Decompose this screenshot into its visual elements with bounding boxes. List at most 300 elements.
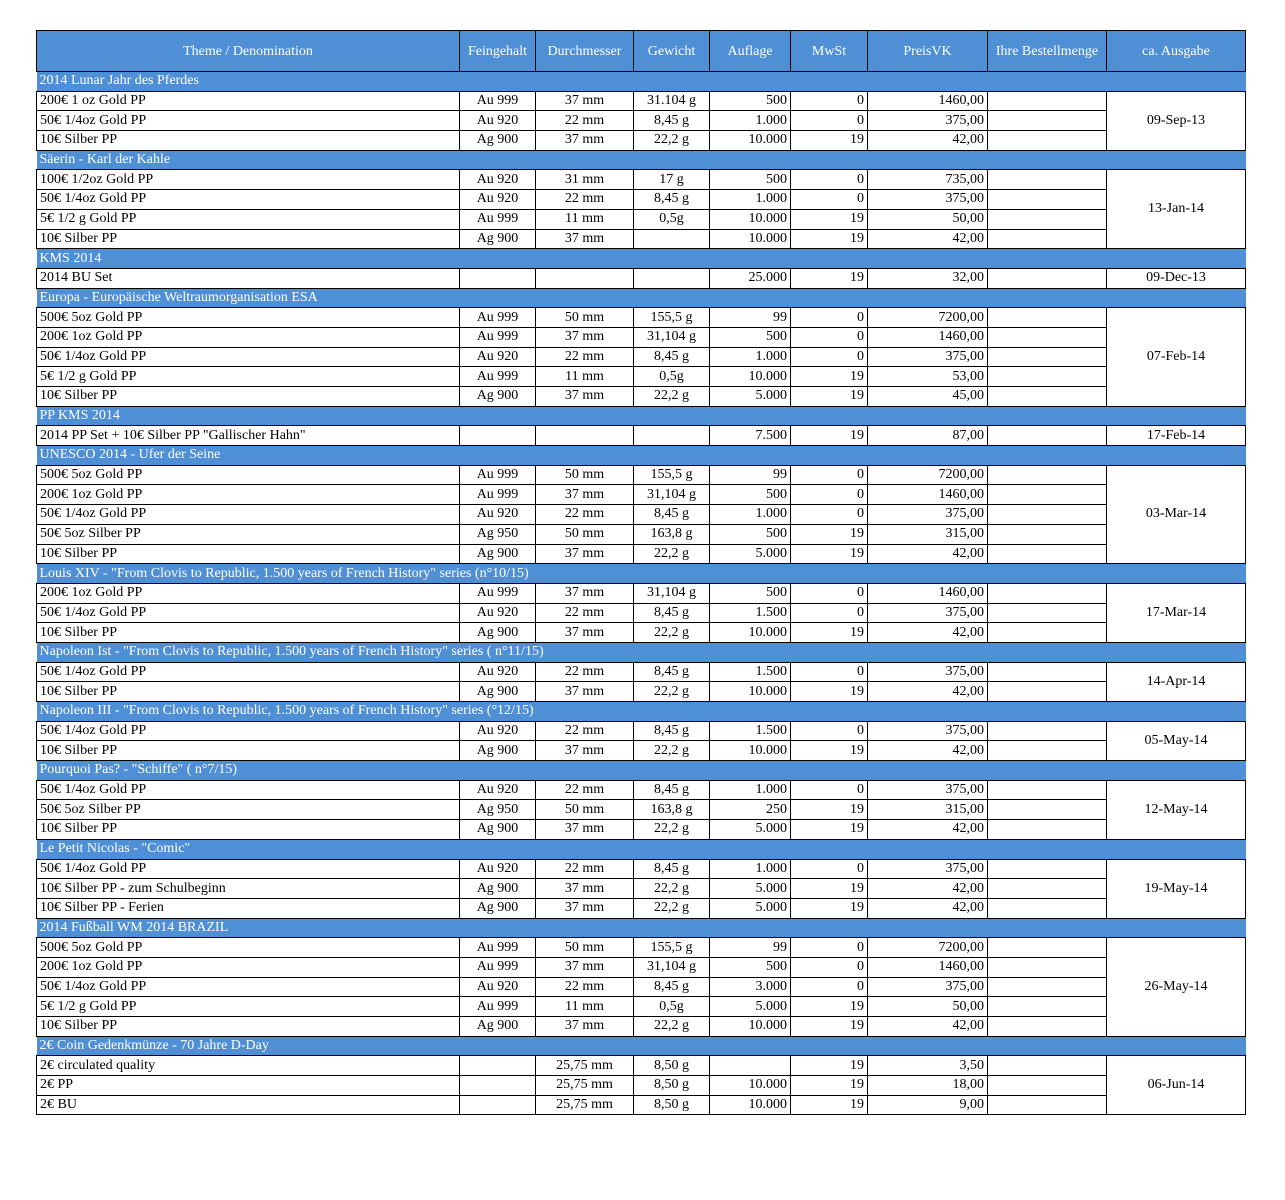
auflage-cell: 10.000 [710, 131, 791, 151]
preis-cell: 45,00 [868, 387, 988, 407]
durchmesser-cell: 50 mm [536, 524, 634, 544]
section-header-row [37, 446, 1246, 466]
bestellmenge-cell[interactable] [988, 662, 1107, 682]
table-row [37, 544, 1246, 564]
table-row [37, 741, 1246, 761]
price-list-body [37, 72, 1246, 1115]
auflage-cell: 5.000 [710, 997, 791, 1017]
bestellmenge-cell[interactable] [988, 229, 1107, 249]
durchmesser-cell: 37 mm [536, 682, 634, 702]
denomination-cell: 2014 BU Set [37, 268, 460, 288]
feingehalt-cell [460, 268, 536, 288]
feingehalt-cell: Ag 900 [460, 898, 536, 918]
table-row [37, 603, 1246, 623]
auflage-cell: 10.000 [710, 623, 791, 643]
preis-cell: 42,00 [868, 682, 988, 702]
feingehalt-cell: Ag 900 [460, 879, 536, 899]
denomination-cell: 10€ Silber PP [37, 820, 460, 840]
auflage-cell: 7.500 [710, 426, 791, 446]
denomination-cell: 500€ 5oz Gold PP [37, 938, 460, 958]
bestellmenge-cell[interactable] [988, 898, 1107, 918]
denomination-cell: 200€ 1oz Gold PP [37, 957, 460, 977]
gewicht-cell: 22,2 g [634, 682, 710, 702]
gewicht-cell: 8,45 g [634, 505, 710, 525]
bestellmenge-cell[interactable] [988, 1017, 1107, 1037]
auflage-cell: 10.000 [710, 682, 791, 702]
auflage-cell: 250 [710, 800, 791, 820]
gewicht-cell: 22,2 g [634, 387, 710, 407]
mwst-cell: 0 [791, 327, 868, 347]
feingehalt-cell: Au 920 [460, 111, 536, 131]
bestellmenge-cell[interactable] [988, 583, 1107, 603]
durchmesser-cell: 22 mm [536, 190, 634, 210]
preis-cell: 375,00 [868, 111, 988, 131]
gewicht-cell: 22,2 g [634, 623, 710, 643]
durchmesser-cell: 11 mm [536, 997, 634, 1017]
gewicht-cell [634, 268, 710, 288]
gewicht-cell: 0,5g [634, 997, 710, 1017]
mwst-cell: 0 [791, 190, 868, 210]
denomination-cell: 200€ 1oz Gold PP [37, 485, 460, 505]
auflage-cell: 1.000 [710, 859, 791, 879]
table-row [37, 1017, 1246, 1037]
mwst-cell: 19 [791, 524, 868, 544]
feingehalt-cell: Au 920 [460, 505, 536, 525]
gewicht-cell: 8,45 g [634, 859, 710, 879]
section-title: Säerin - Karl der Kahle [37, 150, 1246, 170]
table-row [37, 209, 1246, 229]
table-row [37, 327, 1246, 347]
durchmesser-cell: 37 mm [536, 387, 634, 407]
release-date-cell: 06-Jun-14 [1107, 1056, 1246, 1115]
preis-cell: 42,00 [868, 741, 988, 761]
gewicht-cell: 31.104 g [634, 91, 710, 111]
preis-cell: 42,00 [868, 820, 988, 840]
release-date-cell: 13-Jan-14 [1107, 170, 1246, 249]
auflage-cell: 5.000 [710, 879, 791, 899]
feingehalt-cell: Au 999 [460, 465, 536, 485]
section-title: KMS 2014 [37, 249, 1246, 269]
bestellmenge-cell[interactable] [988, 268, 1107, 288]
durchmesser-cell: 37 mm [536, 957, 634, 977]
bestellmenge-cell[interactable] [988, 820, 1107, 840]
gewicht-cell: 8,50 g [634, 1095, 710, 1115]
bestellmenge-cell[interactable] [988, 997, 1107, 1017]
header-auflage: Auflage [710, 31, 791, 72]
denomination-cell: 50€ 1/4oz Gold PP [37, 859, 460, 879]
bestellmenge-cell[interactable] [988, 780, 1107, 800]
feingehalt-cell: Au 999 [460, 997, 536, 1017]
table-row [37, 938, 1246, 958]
denomination-cell: 50€ 5oz Silber PP [37, 524, 460, 544]
gewicht-cell: 8,45 g [634, 603, 710, 623]
durchmesser-cell: 37 mm [536, 1017, 634, 1037]
denomination-cell: 500€ 5oz Gold PP [37, 308, 460, 328]
preis-cell: 375,00 [868, 505, 988, 525]
mwst-cell: 19 [791, 1017, 868, 1037]
bestellmenge-cell[interactable] [988, 367, 1107, 387]
bestellmenge-cell[interactable] [988, 544, 1107, 564]
table-row [37, 524, 1246, 544]
bestellmenge-cell[interactable] [988, 1056, 1107, 1076]
auflage-cell: 5.000 [710, 544, 791, 564]
bestellmenge-cell[interactable] [988, 741, 1107, 761]
durchmesser-cell: 50 mm [536, 308, 634, 328]
gewicht-cell: 22,2 g [634, 131, 710, 151]
mwst-cell: 0 [791, 91, 868, 111]
bestellmenge-cell[interactable] [988, 1095, 1107, 1115]
gewicht-cell: 22,2 g [634, 879, 710, 899]
denomination-cell: 5€ 1/2 g Gold PP [37, 997, 460, 1017]
durchmesser-cell: 37 mm [536, 898, 634, 918]
auflage-cell: 10.000 [710, 741, 791, 761]
preis-cell: 42,00 [868, 131, 988, 151]
denomination-cell: 50€ 1/4oz Gold PP [37, 603, 460, 623]
durchmesser-cell: 25,75 mm [536, 1076, 634, 1096]
denomination-cell: 5€ 1/2 g Gold PP [37, 367, 460, 387]
preis-cell: 375,00 [868, 859, 988, 879]
feingehalt-cell: Au 999 [460, 938, 536, 958]
table-row [37, 426, 1246, 446]
table-row [37, 170, 1246, 190]
durchmesser-cell: 37 mm [536, 583, 634, 603]
auflage-cell: 10.000 [710, 209, 791, 229]
bestellmenge-cell[interactable] [988, 977, 1107, 997]
denomination-cell: 200€ 1oz Gold PP [37, 583, 460, 603]
auflage-cell: 1.000 [710, 347, 791, 367]
preis-cell: 315,00 [868, 524, 988, 544]
preis-cell: 42,00 [868, 879, 988, 899]
gewicht-cell: 163,8 g [634, 524, 710, 544]
denomination-cell: 200€ 1oz Gold PP [37, 327, 460, 347]
table-row [37, 879, 1246, 899]
header-gewicht: Gewicht [634, 31, 710, 72]
header-feingehalt: Feingehalt [460, 31, 536, 72]
auflage-cell: 1.500 [710, 662, 791, 682]
auflage-cell: 1.000 [710, 505, 791, 525]
table-row [37, 1076, 1246, 1096]
preis-cell: 735,00 [868, 170, 988, 190]
mwst-cell: 0 [791, 938, 868, 958]
denomination-cell: 50€ 1/4oz Gold PP [37, 780, 460, 800]
denomination-cell: 10€ Silber PP [37, 229, 460, 249]
feingehalt-cell: Ag 900 [460, 682, 536, 702]
release-date-cell: 09-Sep-13 [1107, 91, 1246, 150]
mwst-cell: 19 [791, 623, 868, 643]
durchmesser-cell: 31 mm [536, 170, 634, 190]
denomination-cell: 50€ 1/4oz Gold PP [37, 505, 460, 525]
section-title: 2€ Coin Gedenkmünze - 70 Jahre D-Day [37, 1036, 1246, 1056]
header-preisvk: PreisVK [868, 31, 988, 72]
auflage-cell: 5.000 [710, 898, 791, 918]
mwst-cell: 0 [791, 603, 868, 623]
feingehalt-cell: Au 920 [460, 603, 536, 623]
bestellmenge-cell[interactable] [988, 623, 1107, 643]
preis-cell: 3,50 [868, 1056, 988, 1076]
feingehalt-cell [460, 1056, 536, 1076]
mwst-cell: 19 [791, 268, 868, 288]
mwst-cell: 19 [791, 544, 868, 564]
release-date-cell: 14-Apr-14 [1107, 662, 1246, 701]
mwst-cell: 19 [791, 1095, 868, 1115]
table-row [37, 721, 1246, 741]
auflage-cell: 99 [710, 938, 791, 958]
section-title: UNESCO 2014 - Ufer der Seine [37, 446, 1246, 466]
gewicht-cell: 155,5 g [634, 308, 710, 328]
gewicht-cell: 8,45 g [634, 190, 710, 210]
section-header-row [37, 702, 1246, 722]
feingehalt-cell: Ag 900 [460, 387, 536, 407]
bestellmenge-cell[interactable] [988, 209, 1107, 229]
auflage-cell: 25.000 [710, 268, 791, 288]
preis-cell: 53,00 [868, 367, 988, 387]
mwst-cell: 19 [791, 209, 868, 229]
bestellmenge-cell[interactable] [988, 111, 1107, 131]
denomination-cell: 10€ Silber PP - Ferien [37, 898, 460, 918]
durchmesser-cell: 22 mm [536, 780, 634, 800]
feingehalt-cell: Au 920 [460, 170, 536, 190]
denomination-cell: 5€ 1/2 g Gold PP [37, 209, 460, 229]
bestellmenge-cell[interactable] [988, 465, 1107, 485]
bestellmenge-cell[interactable] [988, 879, 1107, 899]
bestellmenge-cell[interactable] [988, 347, 1107, 367]
bestellmenge-cell[interactable] [988, 190, 1107, 210]
section-title: Pourquoi Pas? - "Schiffe" ( n°7/15) [37, 761, 1246, 781]
release-date-cell: 12-May-14 [1107, 780, 1246, 839]
preis-cell: 50,00 [868, 209, 988, 229]
bestellmenge-cell[interactable] [988, 1076, 1107, 1096]
release-date-cell: 17-Feb-14 [1107, 426, 1246, 446]
preis-cell: 375,00 [868, 977, 988, 997]
preis-cell: 7200,00 [868, 465, 988, 485]
bestellmenge-cell[interactable] [988, 957, 1107, 977]
bestellmenge-cell[interactable] [988, 387, 1107, 407]
gewicht-cell: 17 g [634, 170, 710, 190]
mwst-cell: 19 [791, 820, 868, 840]
mwst-cell: 0 [791, 485, 868, 505]
auflage-cell: 500 [710, 485, 791, 505]
table-row [37, 662, 1246, 682]
preis-cell: 50,00 [868, 997, 988, 1017]
section-title: 2014 Lunar Jahr des Pferdes [37, 72, 1246, 92]
gewicht-cell: 22,2 g [634, 1017, 710, 1037]
auflage-cell: 10.000 [710, 367, 791, 387]
bestellmenge-cell[interactable] [988, 800, 1107, 820]
table-row [37, 1056, 1246, 1076]
feingehalt-cell: Au 920 [460, 780, 536, 800]
section-header-row [37, 288, 1246, 308]
mwst-cell: 0 [791, 780, 868, 800]
denomination-cell: 50€ 1/4oz Gold PP [37, 111, 460, 131]
mwst-cell: 0 [791, 308, 868, 328]
table-row [37, 308, 1246, 328]
table-row [37, 977, 1246, 997]
release-date-cell: 19-May-14 [1107, 859, 1246, 918]
table-row [37, 898, 1246, 918]
bestellmenge-cell[interactable] [988, 682, 1107, 702]
header-theme: Theme / Denomination [37, 31, 460, 72]
auflage-cell: 3.000 [710, 977, 791, 997]
section-header-row [37, 761, 1246, 781]
mwst-cell: 19 [791, 682, 868, 702]
durchmesser-cell: 50 mm [536, 800, 634, 820]
bestellmenge-cell[interactable] [988, 505, 1107, 525]
section-header-row [37, 839, 1246, 859]
denomination-cell: 2€ circulated quality [37, 1056, 460, 1076]
bestellmenge-cell[interactable] [988, 170, 1107, 190]
gewicht-cell: 8,45 g [634, 780, 710, 800]
durchmesser-cell: 37 mm [536, 131, 634, 151]
feingehalt-cell: Au 999 [460, 308, 536, 328]
gewicht-cell: 31,104 g [634, 327, 710, 347]
table-row [37, 780, 1246, 800]
mwst-cell: 19 [791, 131, 868, 151]
denomination-cell: 10€ Silber PP [37, 544, 460, 564]
release-date-cell: 07-Feb-14 [1107, 308, 1246, 406]
preis-cell: 87,00 [868, 426, 988, 446]
denomination-cell: 50€ 5oz Silber PP [37, 800, 460, 820]
release-date-cell: 05-May-14 [1107, 721, 1246, 760]
preis-cell: 1460,00 [868, 957, 988, 977]
mwst-cell: 0 [791, 721, 868, 741]
table-row [37, 268, 1246, 288]
gewicht-cell [634, 229, 710, 249]
feingehalt-cell: Au 920 [460, 859, 536, 879]
denomination-cell: 100€ 1/2oz Gold PP [37, 170, 460, 190]
header-durchmesser: Durchmesser [536, 31, 634, 72]
gewicht-cell: 31,104 g [634, 957, 710, 977]
preis-cell: 42,00 [868, 544, 988, 564]
header-row [37, 31, 1246, 72]
gewicht-cell: 0,5g [634, 209, 710, 229]
section-title: Le Petit Nicolas - "Comic" [37, 839, 1246, 859]
durchmesser-cell: 22 mm [536, 505, 634, 525]
bestellmenge-cell[interactable] [988, 524, 1107, 544]
mwst-cell: 19 [791, 741, 868, 761]
bestellmenge-cell[interactable] [988, 938, 1107, 958]
release-date-cell: 03-Mar-14 [1107, 465, 1246, 563]
preis-cell: 375,00 [868, 347, 988, 367]
feingehalt-cell: Au 920 [460, 190, 536, 210]
gewicht-cell: 31,104 g [634, 583, 710, 603]
preis-cell: 375,00 [868, 780, 988, 800]
feingehalt-cell: Ag 900 [460, 229, 536, 249]
feingehalt-cell: Au 999 [460, 91, 536, 111]
mwst-cell: 0 [791, 170, 868, 190]
mwst-cell: 0 [791, 977, 868, 997]
preis-cell: 1460,00 [868, 91, 988, 111]
feingehalt-cell: Au 999 [460, 485, 536, 505]
bestellmenge-cell[interactable] [988, 426, 1107, 446]
mwst-cell: 0 [791, 662, 868, 682]
bestellmenge-cell[interactable] [988, 327, 1107, 347]
table-row [37, 367, 1246, 387]
bestellmenge-cell[interactable] [988, 308, 1107, 328]
auflage-cell: 10.000 [710, 1076, 791, 1096]
gewicht-cell [634, 426, 710, 446]
auflage-cell: 99 [710, 465, 791, 485]
denomination-cell: 10€ Silber PP [37, 623, 460, 643]
auflage-cell: 10.000 [710, 229, 791, 249]
table-row [37, 682, 1246, 702]
preis-cell: 42,00 [868, 1017, 988, 1037]
durchmesser-cell: 37 mm [536, 544, 634, 564]
bestellmenge-cell[interactable] [988, 859, 1107, 879]
bestellmenge-cell[interactable] [988, 485, 1107, 505]
denomination-cell: 500€ 5oz Gold PP [37, 465, 460, 485]
auflage-cell: 500 [710, 91, 791, 111]
preis-cell: 1460,00 [868, 583, 988, 603]
feingehalt-cell: Ag 950 [460, 800, 536, 820]
preis-cell: 375,00 [868, 721, 988, 741]
gewicht-cell: 22,2 g [634, 820, 710, 840]
section-header-row [37, 642, 1246, 662]
table-row [37, 583, 1246, 603]
bestellmenge-cell[interactable] [988, 603, 1107, 623]
denomination-cell: 50€ 1/4oz Gold PP [37, 190, 460, 210]
release-date-cell: 26-May-14 [1107, 938, 1246, 1036]
mwst-cell: 19 [791, 426, 868, 446]
denomination-cell: 10€ Silber PP [37, 741, 460, 761]
durchmesser-cell: 37 mm [536, 879, 634, 899]
feingehalt-cell: Ag 900 [460, 1017, 536, 1037]
gewicht-cell: 8,45 g [634, 721, 710, 741]
feingehalt-cell [460, 426, 536, 446]
bestellmenge-cell[interactable] [988, 721, 1107, 741]
preis-cell: 1460,00 [868, 327, 988, 347]
auflage-cell: 500 [710, 583, 791, 603]
auflage-cell: 1.000 [710, 190, 791, 210]
release-date-cell: 17-Mar-14 [1107, 583, 1246, 642]
durchmesser-cell: 22 mm [536, 859, 634, 879]
denomination-cell: 10€ Silber PP [37, 682, 460, 702]
bestellmenge-cell[interactable] [988, 131, 1107, 151]
preis-cell: 42,00 [868, 229, 988, 249]
durchmesser-cell: 37 mm [536, 820, 634, 840]
preis-cell: 7200,00 [868, 938, 988, 958]
section-header-row [37, 1036, 1246, 1056]
durchmesser-cell: 11 mm [536, 367, 634, 387]
denomination-cell: 10€ Silber PP - zum Schulbeginn [37, 879, 460, 899]
table-row [37, 229, 1246, 249]
denomination-cell: 200€ 1 oz Gold PP [37, 91, 460, 111]
auflage-cell: 1.000 [710, 780, 791, 800]
preis-cell: 375,00 [868, 190, 988, 210]
auflage-cell: 500 [710, 524, 791, 544]
bestellmenge-cell[interactable] [988, 91, 1107, 111]
mwst-cell: 0 [791, 583, 868, 603]
section-header-row [37, 249, 1246, 269]
section-header-row [37, 406, 1246, 426]
auflage-cell: 500 [710, 957, 791, 977]
section-title: Napoleon Ist - "From Clovis to Republic, 1.500 years of French History" series ( n°11/15) [37, 642, 1246, 662]
auflage-cell: 500 [710, 170, 791, 190]
mwst-cell: 0 [791, 111, 868, 131]
feingehalt-cell: Au 920 [460, 721, 536, 741]
auflage-cell: 500 [710, 327, 791, 347]
gewicht-cell: 155,5 g [634, 465, 710, 485]
feingehalt-cell: Au 920 [460, 662, 536, 682]
table-row [37, 997, 1246, 1017]
preis-cell: 7200,00 [868, 308, 988, 328]
gewicht-cell: 8,45 g [634, 347, 710, 367]
gewicht-cell: 8,50 g [634, 1056, 710, 1076]
durchmesser-cell: 22 mm [536, 662, 634, 682]
feingehalt-cell: Ag 900 [460, 131, 536, 151]
preis-cell: 18,00 [868, 1076, 988, 1096]
mwst-cell: 19 [791, 879, 868, 899]
table-row [37, 485, 1246, 505]
